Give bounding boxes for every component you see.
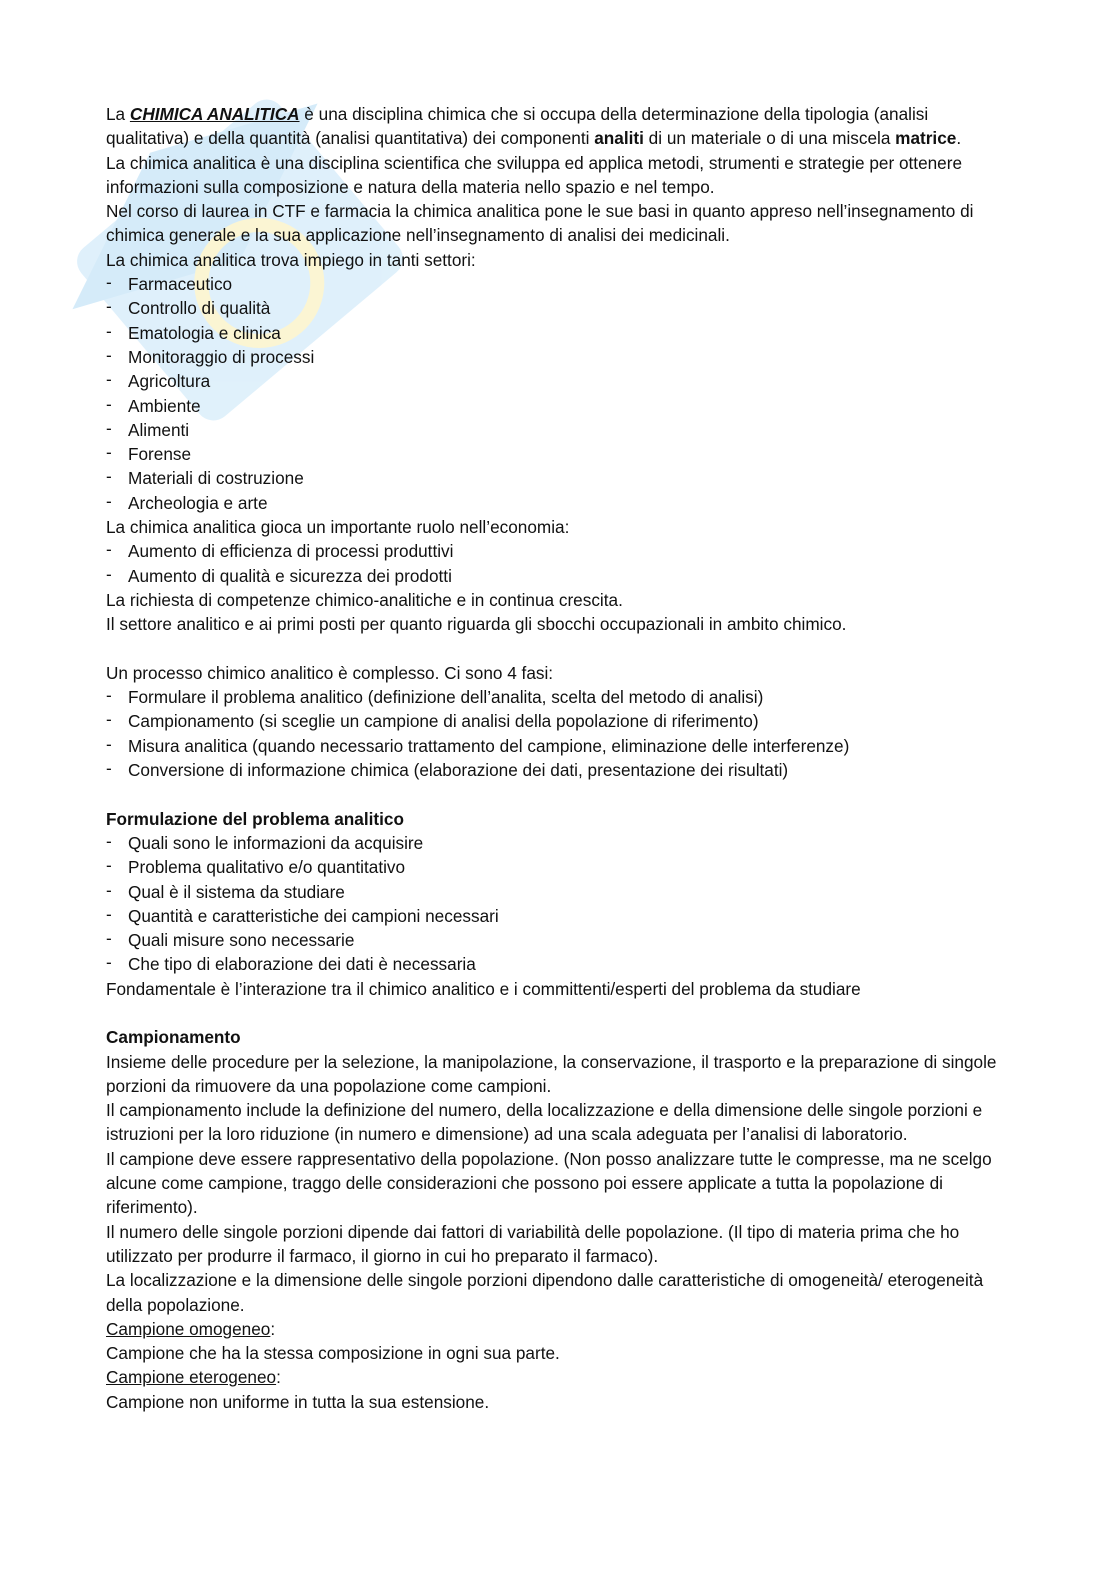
chimica-analitica-term: CHIMICA ANALITICA (129, 104, 300, 124)
matrice-term: matrice (895, 128, 957, 149)
sampling-paragraph: Il numero delle singole porzioni dipende dai fattori di variabilità delle popolazione. (Il tipo di materia prima che ho utilizzato per produrre il farmaco, il giorno in cui ho preparato il farmaco). (106, 1221, 960, 1266)
list-item: - Forense (106, 442, 1006, 466)
definition-paragraph: La chimica analitica è una disciplina scientifica che sviluppa ed applica metodi, strumenti e strategie per ottenere informazioni sulla composizione e natura della materia nello spazio e nel tempo. (106, 152, 963, 197)
analiti-term: analiti (594, 128, 644, 149)
formulation-note: Fondamentale è l’interazione tra il chimico analitico e i committenti/esperti del problema da studiare (106, 978, 861, 999)
list-item: - Misura analitica (quando necessario trattamento del campione, eliminazione delle interferenze) (106, 734, 1006, 758)
heterogeneous-label: Campione eterogeneo: (106, 1367, 281, 1388)
list-item: - Aumento di efficienza di processi produttivi (106, 539, 1006, 563)
sampling-paragraph: Il campione deve essere rappresentativo della popolazione. (Non posso analizzare tutte le compresse, ma ne scelgo alcune come campione, traggo delle considerazioni che possono poi essere applicate a tutta la popolazione di riferimento). (106, 1148, 992, 1218)
heterogeneous-definition: Campione non uniforme in tutta la sua estensione. (106, 1391, 490, 1412)
economy-intro: La chimica analitica gioca un importante ruolo nell’economia: (106, 517, 570, 538)
list-item: - Che tipo di elaborazione dei dati è necessaria (106, 952, 1006, 976)
sampling-heading: Campionamento (106, 1027, 241, 1048)
list-item: - Qual è il sistema da studiare (106, 880, 1006, 904)
homogeneous-definition: Campione che ha la stessa composizione in ogni sua parte. (106, 1343, 560, 1364)
list-item: - Monitoraggio di processi (106, 345, 1006, 369)
sectors-intro: La chimica analitica trova impiego in tanti settori: (106, 249, 476, 270)
intro-paragraph: La CHIMICA ANALITICA è una disciplina chimica che si occupa della determinazione della tipologia (analisi qualitativa) e della quantità (analisi quantitativa) dei componenti analiti di un materiale o di una miscela matrice. (106, 104, 962, 149)
list-item: - Ambiente (106, 394, 1006, 418)
list-item: - Quali misure sono necessarie (106, 928, 1006, 952)
list-item: - Quali sono le informazioni da acquisire (106, 831, 1006, 855)
sampling-paragraph: La localizzazione e la dimensione delle singole porzioni dipendono dalle caratteristiche di omogeneità/ eterogeneità della popolazione. (106, 1270, 984, 1315)
sampling-paragraph: Il campionamento include la definizione del numero, della localizzazione e della dimensione delle singole porzioni e istruzioni per la loro riduzione (in numero e dimensione) ad una scala adeguata per l’analisi di laboratorio. (106, 1100, 983, 1145)
document-page (106, 102, 1006, 1414)
list-item: - Quantità e caratteristiche dei campioni necessari (106, 904, 1006, 928)
demand-paragraph: La richiesta di competenze chimico-analitiche e in continua crescita. (106, 589, 623, 610)
list-item: - Controllo di qualità (106, 296, 1006, 320)
course-paragraph: Nel corso di laurea in CTF e farmacia la chimica analitica pone le sue basi in quanto appreso nell’insegnamento di chimica generale e la sua applicazione nell’insegnamento di analisi dei medicinali. (106, 201, 974, 246)
sampling-paragraph: Insieme delle procedure per la selezione, la manipolazione, la conservazione, il trasporto e la preparazione di singole porzioni da rimuovere da una popolazione come campioni. (106, 1051, 997, 1096)
homogeneous-label: Campione omogeneo: (106, 1318, 276, 1339)
list-item: - Formulare il problema analitico (definizione dell’analita, scelta del metodo di analisi) (106, 685, 1006, 709)
process-phases-list (106, 685, 1006, 782)
list-item: - Farmaceutico (106, 272, 1006, 296)
list-item: - Ematologia e clinica (106, 321, 1006, 345)
list-item: - Archeologia e arte (106, 491, 1006, 515)
list-item: - Problema qualitativo e/o quantitativo (106, 855, 1006, 879)
sector-paragraph: Il settore analitico e ai primi posti per quanto riguarda gli sbocchi occupazionali in ambito chimico. (106, 614, 847, 635)
list-item: - Campionamento (si sceglie un campione di analisi della popolazione di riferimento) (106, 709, 1006, 733)
formulation-heading: Formulazione del problema analitico (106, 808, 404, 829)
formulation-list (106, 831, 1006, 977)
list-item: - Agricoltura (106, 369, 1006, 393)
process-intro: Un processo chimico analitico è complesso. Ci sono 4 fasi: (106, 662, 554, 683)
economy-list (106, 539, 1006, 588)
list-item: - Alimenti (106, 418, 1006, 442)
sectors-list (106, 272, 1006, 515)
list-item: - Aumento di qualità e sicurezza dei prodotti (106, 564, 1006, 588)
list-item: - Materiali di costruzione (106, 466, 1006, 490)
list-item: - Conversione di informazione chimica (elaborazione dei dati, presentazione dei risultati) (106, 758, 1006, 782)
